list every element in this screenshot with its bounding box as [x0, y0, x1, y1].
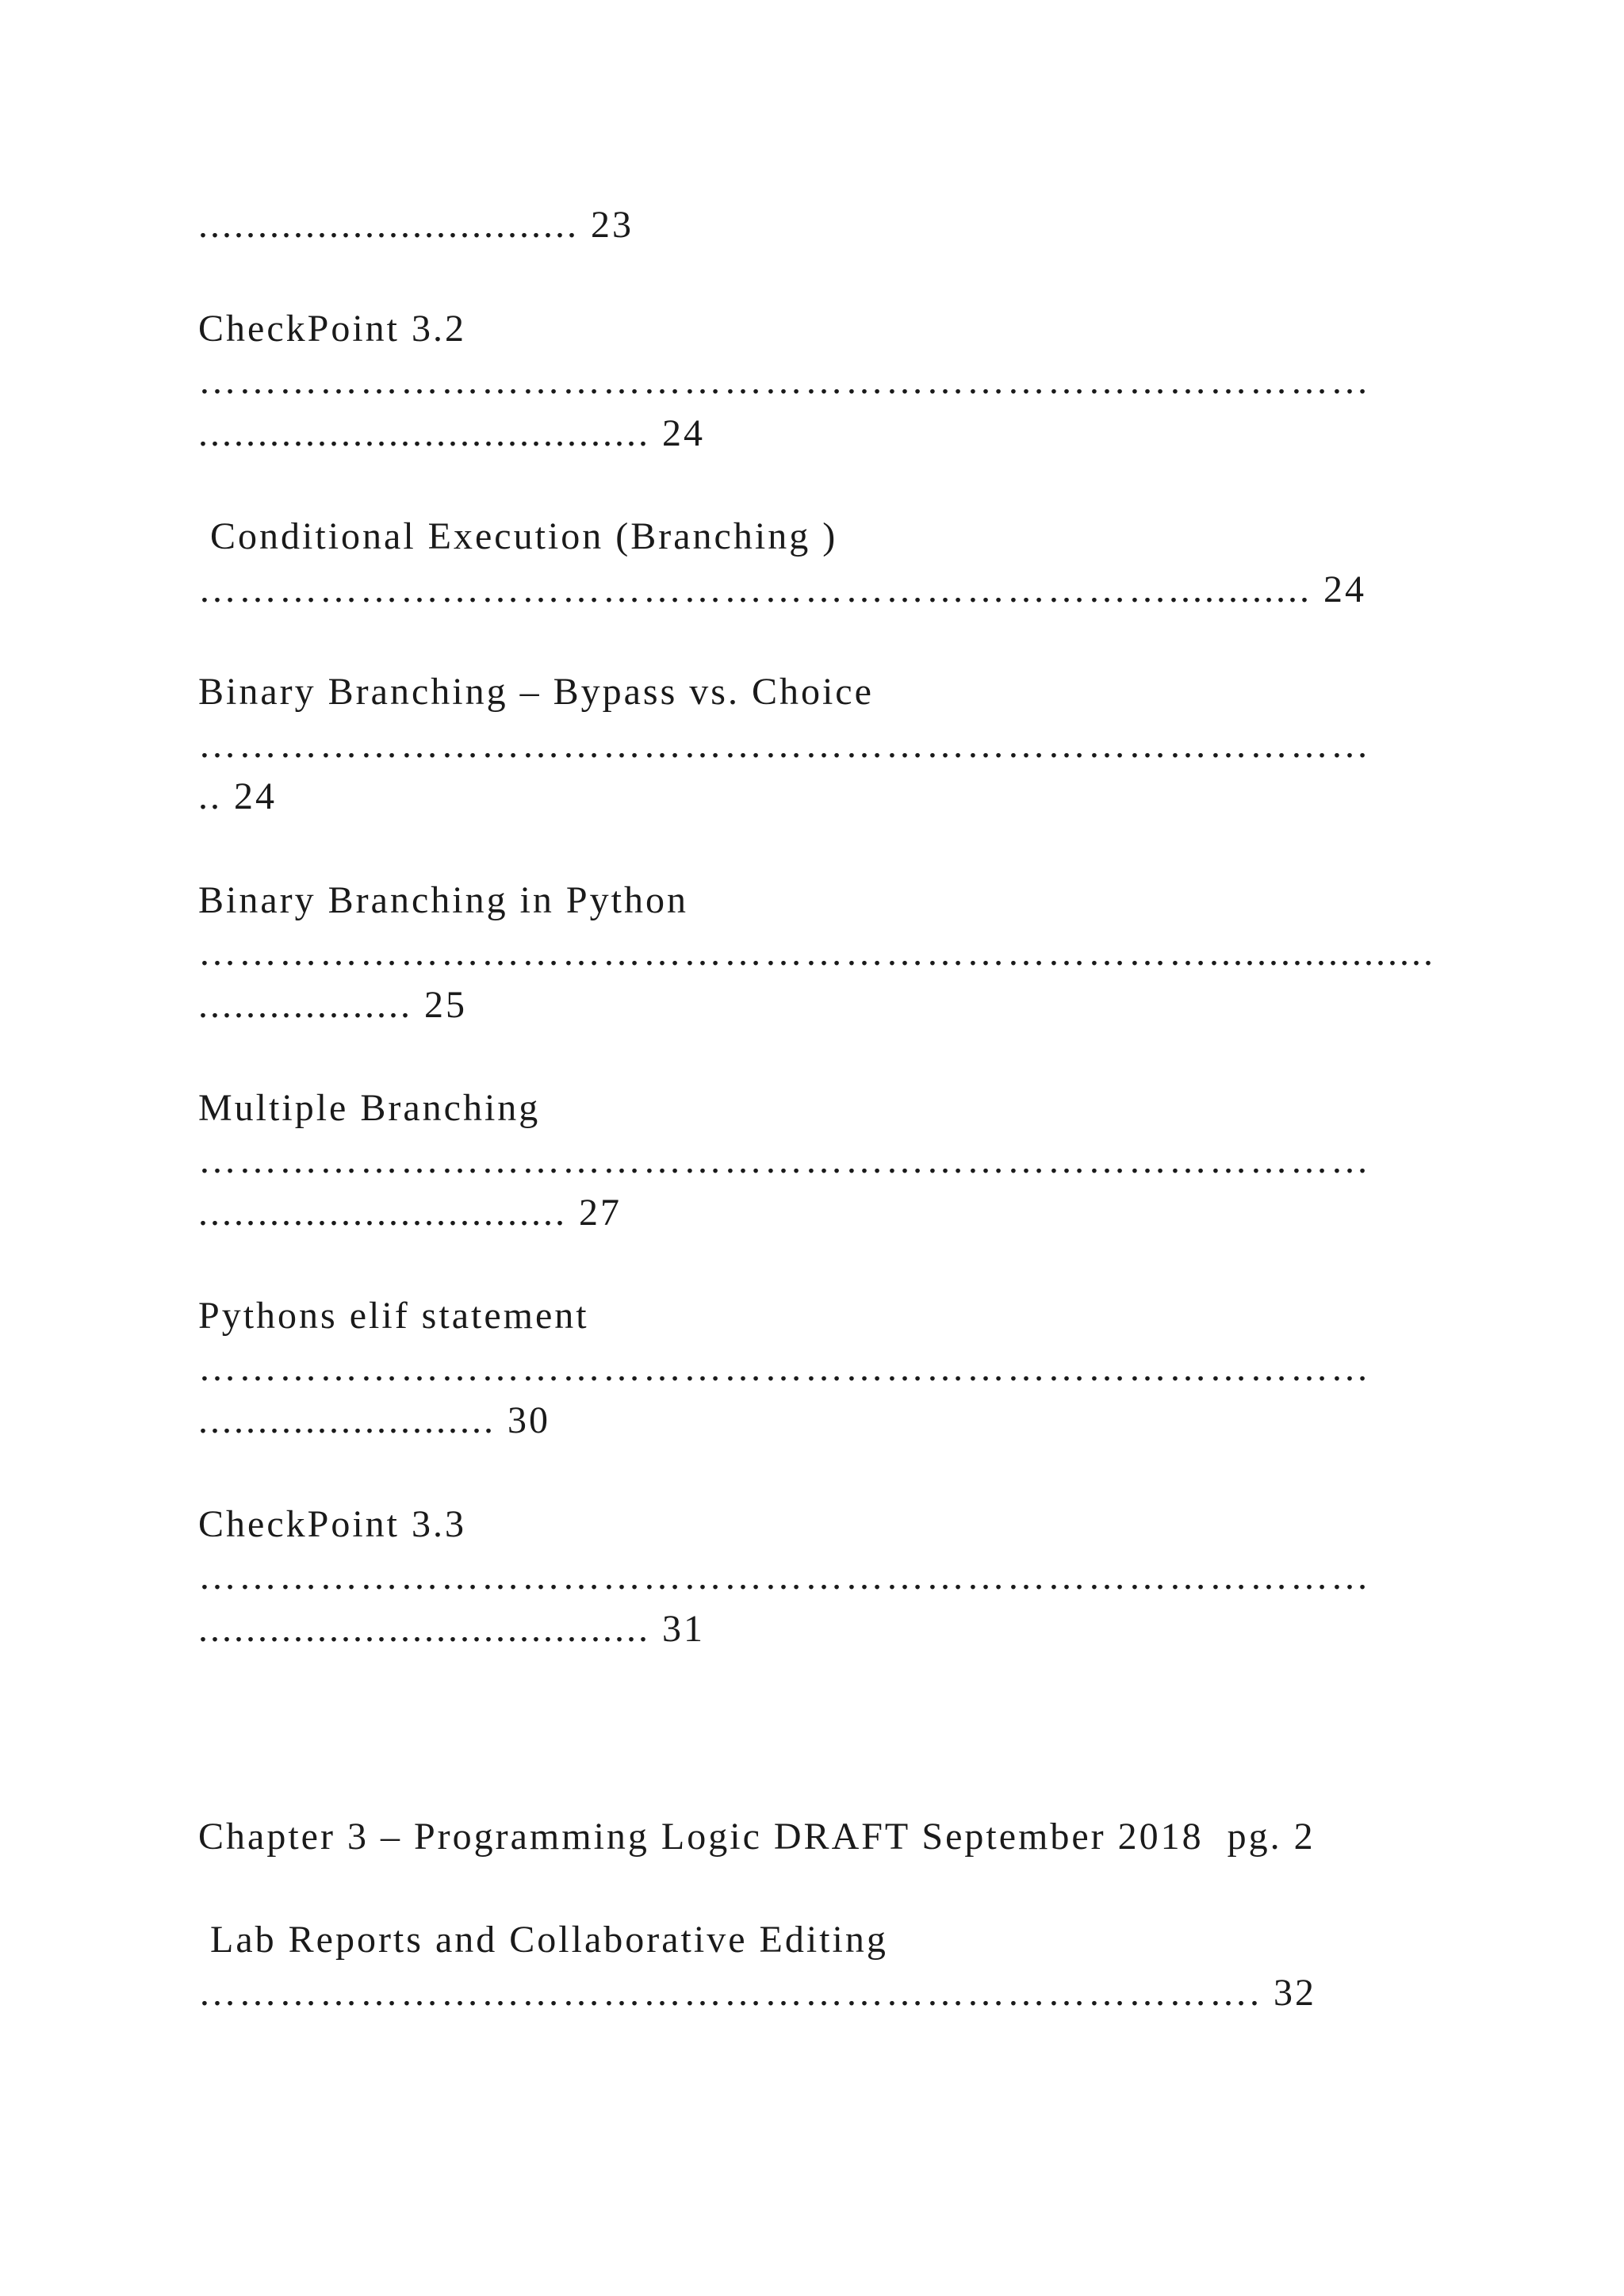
toc-leader-line: ……………………………………………………………………………	[198, 1556, 1371, 1598]
toc-leader-page: ............................... 27	[198, 1192, 622, 1234]
toc-leader-line: ……………………………………………………………………………	[198, 1347, 1371, 1389]
toc-entry-title: Conditional Execution (Branching )	[198, 515, 838, 557]
toc-leader-page: ...................................... 31	[198, 1608, 705, 1650]
page-header: Chapter 3 – Programming Logic DRAFT September 2018 pg. 2	[198, 1816, 1316, 1858]
toc-entry-title: Binary Branching – Bypass vs. Choice	[198, 671, 874, 713]
toc-leader-page: .. 24	[198, 775, 277, 817]
toc-leader-page: ……………………………………………………………………. 32	[198, 1972, 1316, 2014]
toc-leader-page: ...................................... 24	[198, 412, 705, 454]
toc-leader-page: .................. 25	[198, 984, 467, 1026]
toc-entry-title: Binary Branching in Python	[198, 879, 688, 921]
toc-leader-page: ………………………………………………………………............ 24	[198, 568, 1366, 610]
toc-entry-title: CheckPoint 3.2	[198, 308, 466, 350]
toc-entry-title: Lab Reports and Collaborative Editing	[198, 1919, 888, 1961]
toc-leader-line: ……………………………………………………………………………	[198, 1139, 1371, 1181]
toc-entry-title: Pythons elif statement	[198, 1295, 589, 1337]
toc-entry-title: Multiple Branching	[198, 1087, 541, 1129]
toc-entry-title: CheckPoint 3.3	[198, 1503, 466, 1545]
toc-leader-line: ……………………………………………………………………………	[198, 360, 1371, 402]
toc-leader-line: …………………………………………………………………...................	[198, 932, 1435, 974]
toc-leader-page: ......................... 30	[198, 1399, 550, 1441]
toc-continuation-line: ................................ 23	[198, 204, 634, 246]
toc-leader-line: ……………………………………………………………………………	[198, 724, 1371, 766]
